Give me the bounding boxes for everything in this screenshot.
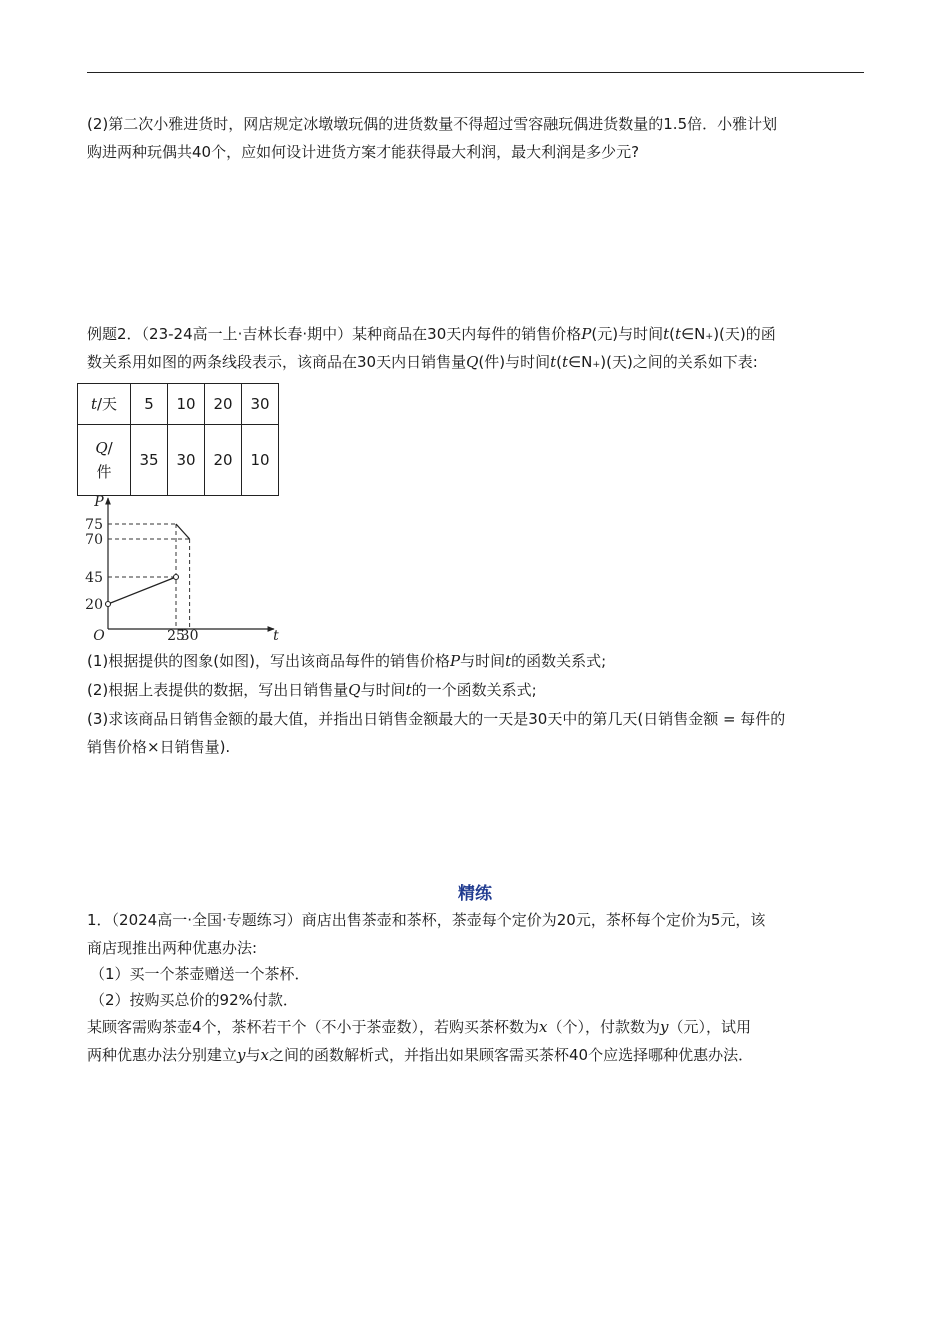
sales-quantity-table: [77, 383, 279, 496]
var-t: t: [405, 681, 412, 699]
table-row: [78, 425, 279, 496]
practice-text: 某顾客需购茶壶4个，茶杯若干个（不小于茶壶数），若购买茶杯数为: [87, 1018, 540, 1036]
header-rule: [87, 72, 864, 73]
price-segment-2: [176, 524, 190, 539]
x-tick-label: 25: [167, 628, 185, 644]
table-cell: 10: [242, 425, 279, 496]
part-1-text: 与时间: [460, 652, 506, 670]
x-axis-label: t: [273, 628, 279, 644]
option-text: （1）买一个茶壶赠送一个茶杯．: [90, 965, 310, 983]
part-1-text: (1)根据提供的图象(如图)，写出该商品每件的销售价格: [87, 652, 450, 670]
price-time-graph: [80, 494, 285, 646]
y-tick-label: 70: [85, 532, 103, 548]
question-2-line-2: 购进两种玩偶共40个，应如何设计进货方案才能获得最大利润，最大利润是多少元?: [87, 143, 640, 161]
part-3: [87, 705, 862, 761]
part-1-text: 的函数关系式;: [511, 652, 607, 670]
option-2: [90, 986, 865, 1014]
y-axis-label: P: [94, 494, 104, 510]
var-q: Q: [95, 439, 108, 457]
example-2-text: (: [556, 353, 563, 371]
y-tick-label: 20: [85, 597, 103, 613]
table-header-unit: 件: [96, 463, 112, 481]
practice-text: （元），试用: [668, 1018, 752, 1036]
var-t: t: [674, 325, 681, 343]
y-tick-label: 75: [85, 517, 103, 533]
table-cell: 20: [205, 425, 242, 496]
part-2-text: 与时间: [360, 681, 406, 699]
practice-text: 之间的函数解析式，并指出如果顾客需买茶杯40个应选择哪种优惠办法．: [268, 1046, 754, 1064]
table-row: [78, 384, 279, 425]
table-cell: 30: [168, 425, 205, 496]
table-header-cell: [78, 384, 131, 425]
table-cell: 30: [242, 384, 279, 425]
part-2: [87, 676, 862, 704]
table-cell: 35: [131, 425, 168, 496]
table-header-unit: /: [107, 439, 113, 457]
part-3-line-1: (3)求该商品日销售金额的最大值，并指出日销售金额最大的一天是30天中的第几天(日销售金额 = 每件的: [87, 710, 786, 728]
table-cell: 20: [205, 384, 242, 425]
y-tick-label: 45: [85, 570, 103, 586]
part-1: [87, 647, 862, 675]
var-y: y: [237, 1046, 246, 1064]
example-2-text: 数关系用如图的两条线段表示，该商品在30天内日销售量: [87, 353, 467, 371]
var-t: t: [663, 325, 670, 343]
table-cell: 10: [168, 384, 205, 425]
var-t: t: [562, 353, 569, 371]
practice-line: 商店现推出两种优惠办法:: [87, 939, 258, 957]
part-2-text: (2)根据上表提供的数据，写出日销售量: [87, 681, 349, 699]
example-2-text: (件)与时间: [478, 353, 551, 371]
practice-line: 1．（2024高一·全国·专题练习）商店出售茶壶和茶杯，茶壶每个定价为20元，茶杯每个定价为5元，该: [87, 911, 766, 929]
var-t: t: [90, 395, 97, 413]
example-2-text: (: [669, 325, 675, 343]
var-p: P: [449, 652, 461, 670]
question-2-line-1: (2)第二次小雅进货时，网店规定冰墩墩玩偶的进货数量不得超过雪容融玩偶进货数量的1.5倍．小雅计划: [87, 115, 778, 133]
question-2: [87, 110, 862, 166]
practice-text: 两种优惠办法分别建立: [87, 1046, 238, 1064]
open-endpoint: [174, 575, 179, 580]
var-x: x: [260, 1046, 269, 1064]
practice-conditions: [87, 1013, 862, 1069]
var-q: Q: [466, 353, 479, 371]
price-segment-1: [108, 577, 176, 604]
var-t: t: [550, 353, 557, 371]
x-tick-label: 30: [180, 628, 199, 644]
practice-text: （个），付款数为: [547, 1018, 661, 1036]
section-heading: 精练: [458, 884, 492, 904]
var-q: Q: [348, 681, 361, 699]
table-header-unit: /天: [96, 395, 118, 413]
var-y: y: [660, 1018, 669, 1036]
practice-text: 与: [245, 1046, 261, 1064]
example-2-text: (元)与时间: [591, 325, 664, 343]
part-3-line-2: 销售价格×日销售量).: [87, 738, 231, 756]
example-2-text: 例题2．（23-24高一上·吉林长春·期中）某种商品在30天内每件的销售价格: [87, 325, 582, 343]
practice-question-1: [87, 906, 862, 962]
open-endpoint: [106, 602, 111, 607]
option-1: [90, 960, 865, 988]
example-2-text: ∈N₊)(天)的函: [681, 325, 776, 343]
origin-label: O: [93, 628, 105, 644]
option-text: （2）按购买总价的92%付款．: [90, 991, 298, 1009]
table-header-cell: [78, 425, 131, 496]
example-2-text: ∈N₊)(天)之间的关系如下表:: [568, 353, 758, 371]
var-p: P: [581, 325, 592, 343]
example-2-stem: [87, 320, 862, 376]
var-x: x: [539, 1018, 548, 1036]
part-2-text: 的一个函数关系式;: [411, 681, 537, 699]
var-t: t: [505, 652, 512, 670]
table-cell: 5: [131, 384, 168, 425]
